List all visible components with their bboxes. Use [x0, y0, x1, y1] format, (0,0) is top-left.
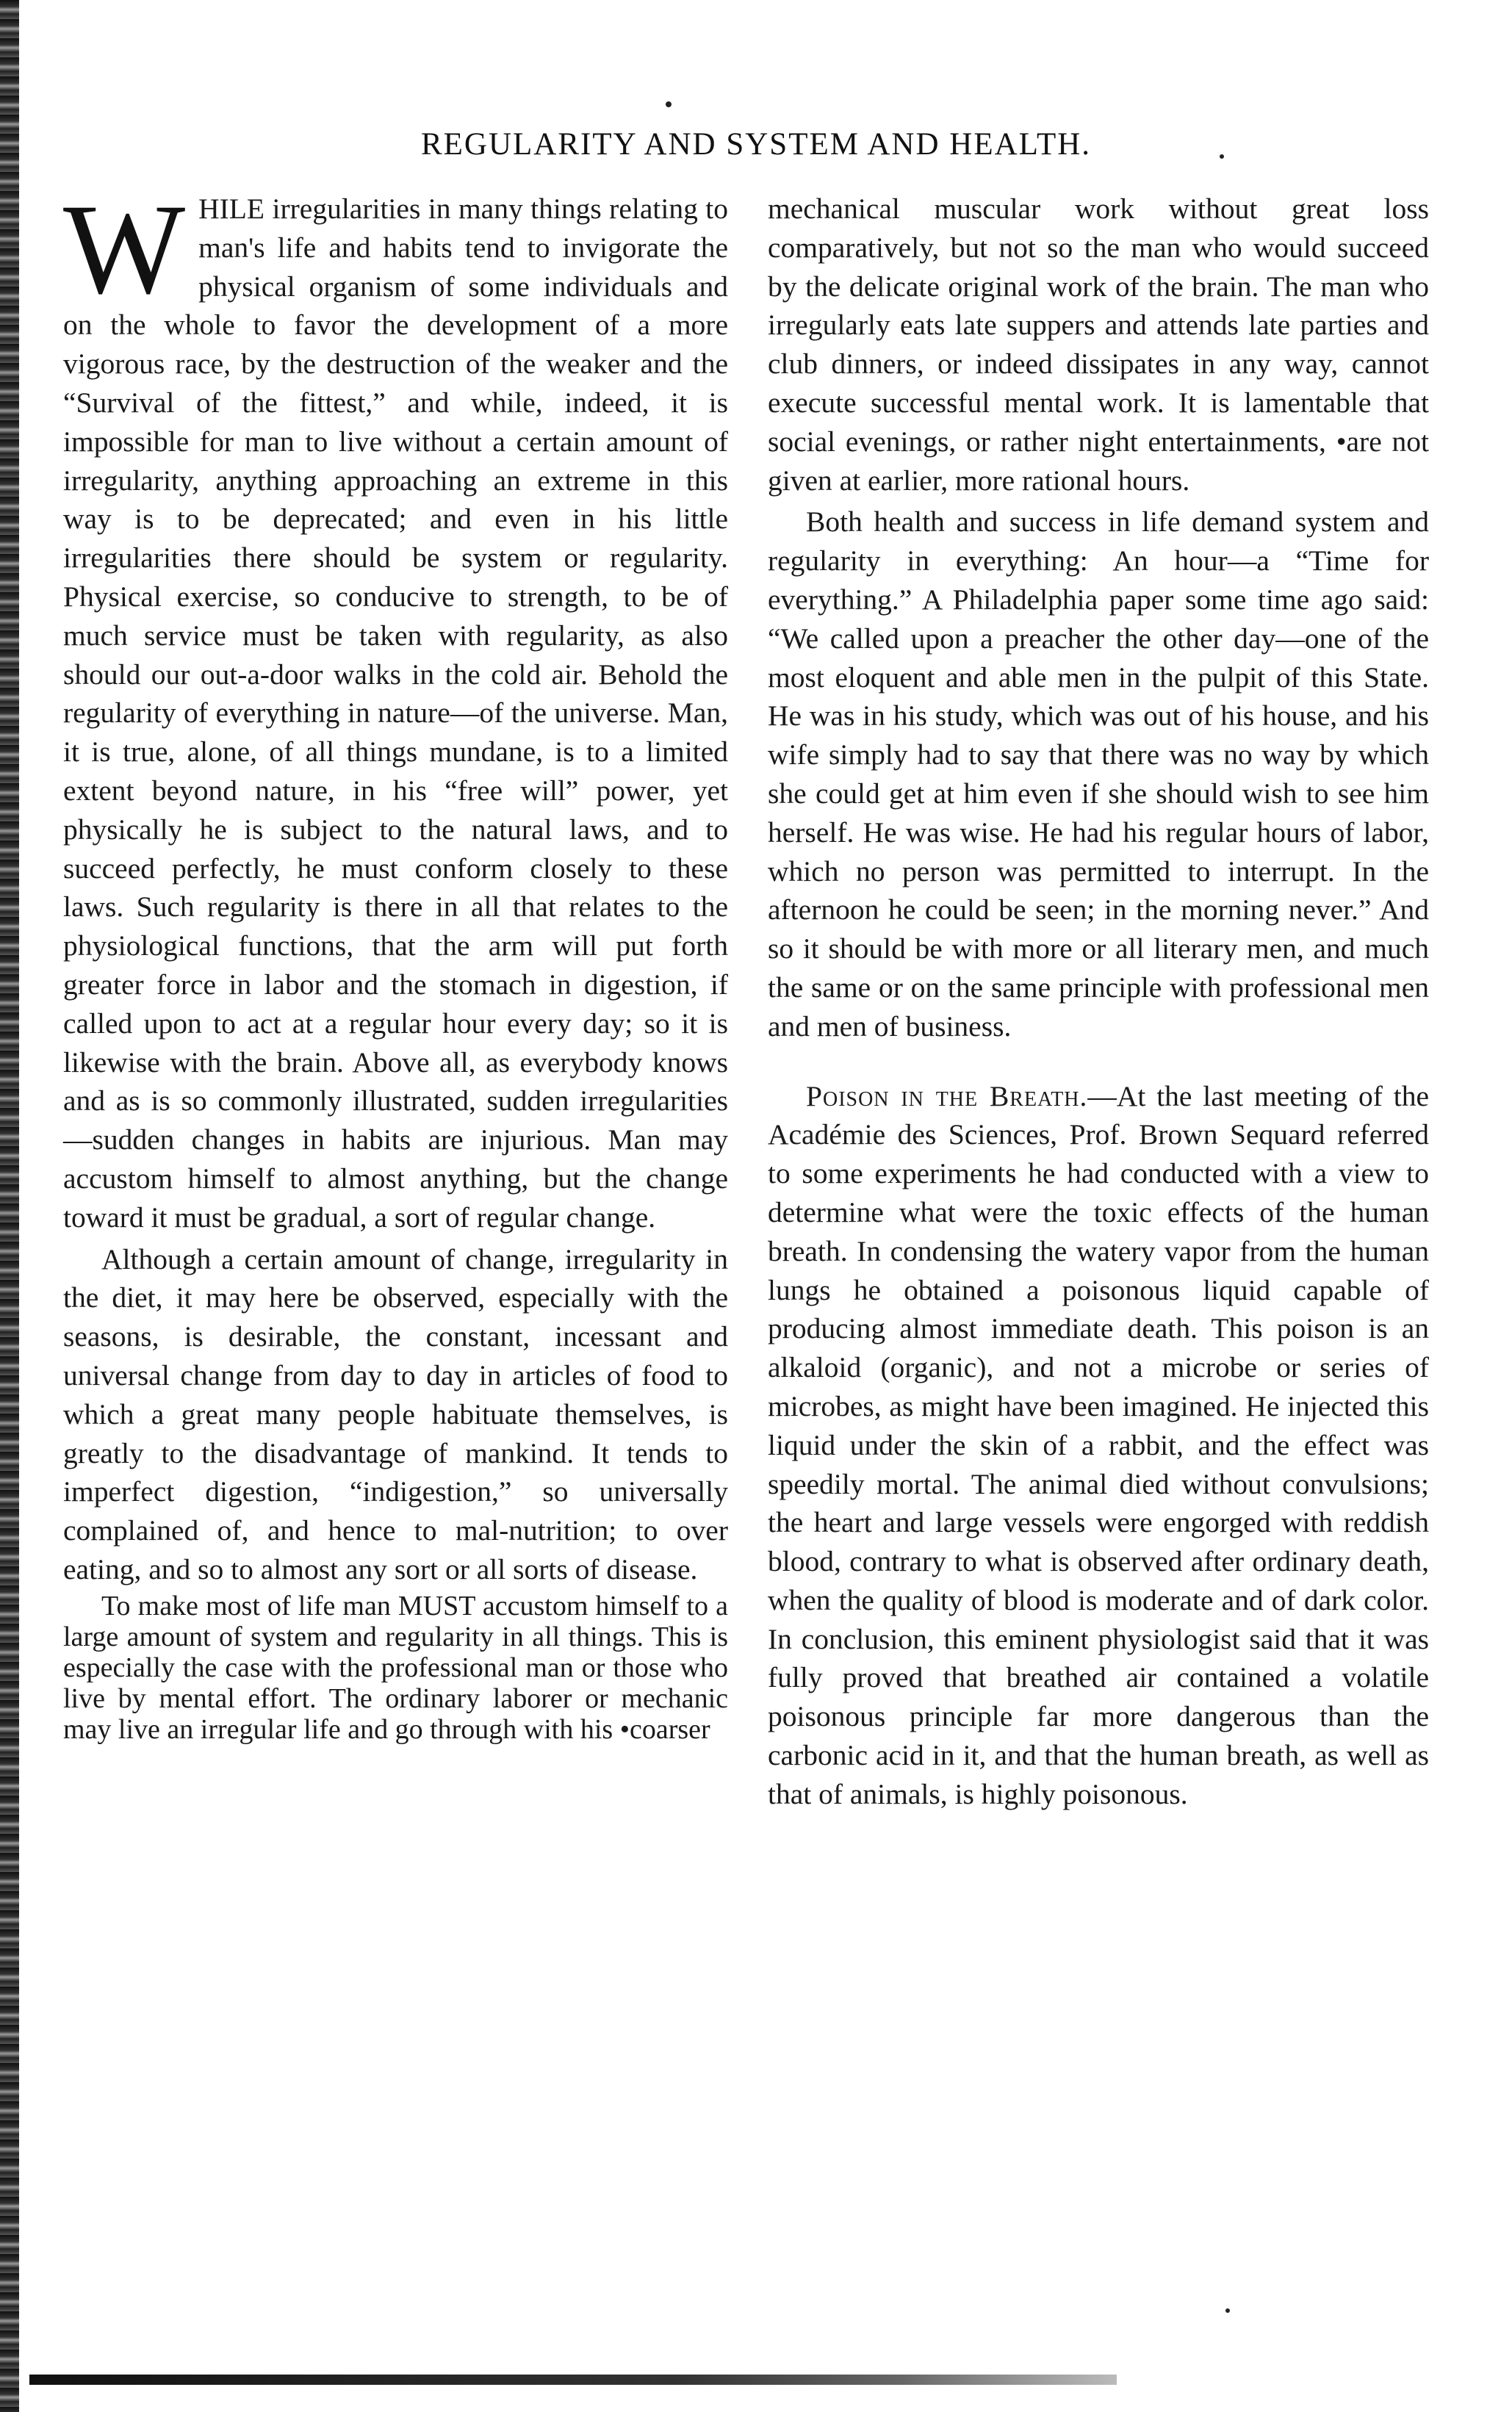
- article-title: REGULARITY AND SYSTEM AND HEALTH.: [420, 127, 1092, 162]
- poison-breath-heading: Poison in the Breath.: [806, 1079, 1088, 1112]
- left-paragraph-1: [63, 178, 728, 1237]
- poison-breath-paragraph: [768, 1077, 1429, 1814]
- drop-cap: W: [63, 178, 186, 321]
- left-column: [63, 178, 728, 1745]
- poison-breath-body: —At the last meeting of the Académie des Sciences, Prof. Brown Sequard referred to some experiments he had conducted with a view to determine what were the toxic effects of the human breath. In condensing the watery vapor from the human lungs he obtained a poisonous liquid capable of producing almost immediate death. This poison is an alkaloid (organic), and not a microbe or series of microbes, as might have been imagined. He injected this liquid under the skin of a rabbit, and the effect was speedily mortal. The animal died without convulsions; the heart and large vessels were engorged with reddish blood, contrary to what is observed after ordinary death, when the quality of blood is moderate and of dark color. In conclusion, this eminent physiologist said that it was fully proved that breathed air contained a volatile poisonous principle far more dangerous than the carbonic acid in it, and that the human breath, as well as that of animals, is highly poisonous.: [768, 1079, 1429, 1810]
- left-paragraph-2: Although a certain amount of change, irregularity in the diet, it may here be observed, especially with the seasons, is desirable, the constant, incessant and universal change from day to day in articles of food to which a great many people habituate themselves, is greatly to the disadvantage of mankind. It tends to imperfect digestion, “indigestion,” so universally complained of, and hence to mal-nutrition; to over eating, and so to almost any sort or all sorts of disease.: [63, 1242, 728, 1585]
- scan-edge: [0, 0, 19, 2412]
- bottom-rule: [29, 2375, 1117, 2385]
- right-column: [768, 190, 1429, 1814]
- ink-speck: [1225, 2308, 1230, 2313]
- right-paragraph-1: mechanical muscular work without great loss comparatively, but not so the man who would succeed by the delicate original work of the brain. The man who irregularly eats late suppers and attends late parties and club dinners, or indeed dissipates in any way, cannot execute successful mental work. It is lamentable that social evenings, or rather night entertainments, •are not given at earlier, more rational hours.: [768, 192, 1429, 497]
- ink-speck: [666, 101, 672, 107]
- left-paragraph-3: To make most of life man MUST accustom himself to a large amount of system and regularity in all things. This is especially the case with the professional man or those who live by mental effort. The ordinary laborer or mechanic may live an irregular life and go through with his •coarser: [63, 1590, 728, 1745]
- right-paragraph-2: Both health and success in life demand system and regularity in everything: An hour—a “Time for everything.” A Philadelphia paper some time ago said: “We called upon a preacher the other day—one of the most eloquent and able men in the pulpit of this State. He was in his study, which was out of his house, and his wife simply had to say that there was no way by which she could get at him even if she should wish to see him herself. He was wise. He had his regular hours of labor, which no person was permitted to interrupt. In the afternoon he could be seen; in the morning never.” And so it should be with more or all literary men, and much the same or on the same principle with professional men and men of business.: [768, 505, 1429, 1043]
- left-paragraph-1-text: HILE irregularities in many things relating to man's life and habits tend to invigorate the physical organism of some individuals and on the whole to favor the development of a more vigorous race, by the destruction of the weaker and the “Survival of the fittest,” and while, indeed, it is impossible for man to live without a certain amount of irregularity, anything approaching an extreme in this way is to be deprecated; and even in his little irregularities there should be system or regularity. Physical exercise, so conducive to strength, to be of much service must be taken with regularity, as also should our out-a-door walks in the cold air. Behold the regularity of everything in nature—of the universe. Man, it is true, alone, of all things mundane, is to a limited extent beyond nature, in his “free will” power, yet physically he is subject to the natural laws, and to succeed perfectly, he must conform closely to these laws. Such regularity is there in all that relates to the physiological functions, that the arm will put forth greater force in labor and the stomach in digestion, if called upon to act at a regular hour every day; so it is likewise with the brain. Above all, as everybody knows and as is so commonly illustrated, sudden irregularities—sudden changes in habits are injurious. Man may accustom himself to almost anything, but the change toward it must be gradual, a sort of regular change.: [63, 192, 728, 1234]
